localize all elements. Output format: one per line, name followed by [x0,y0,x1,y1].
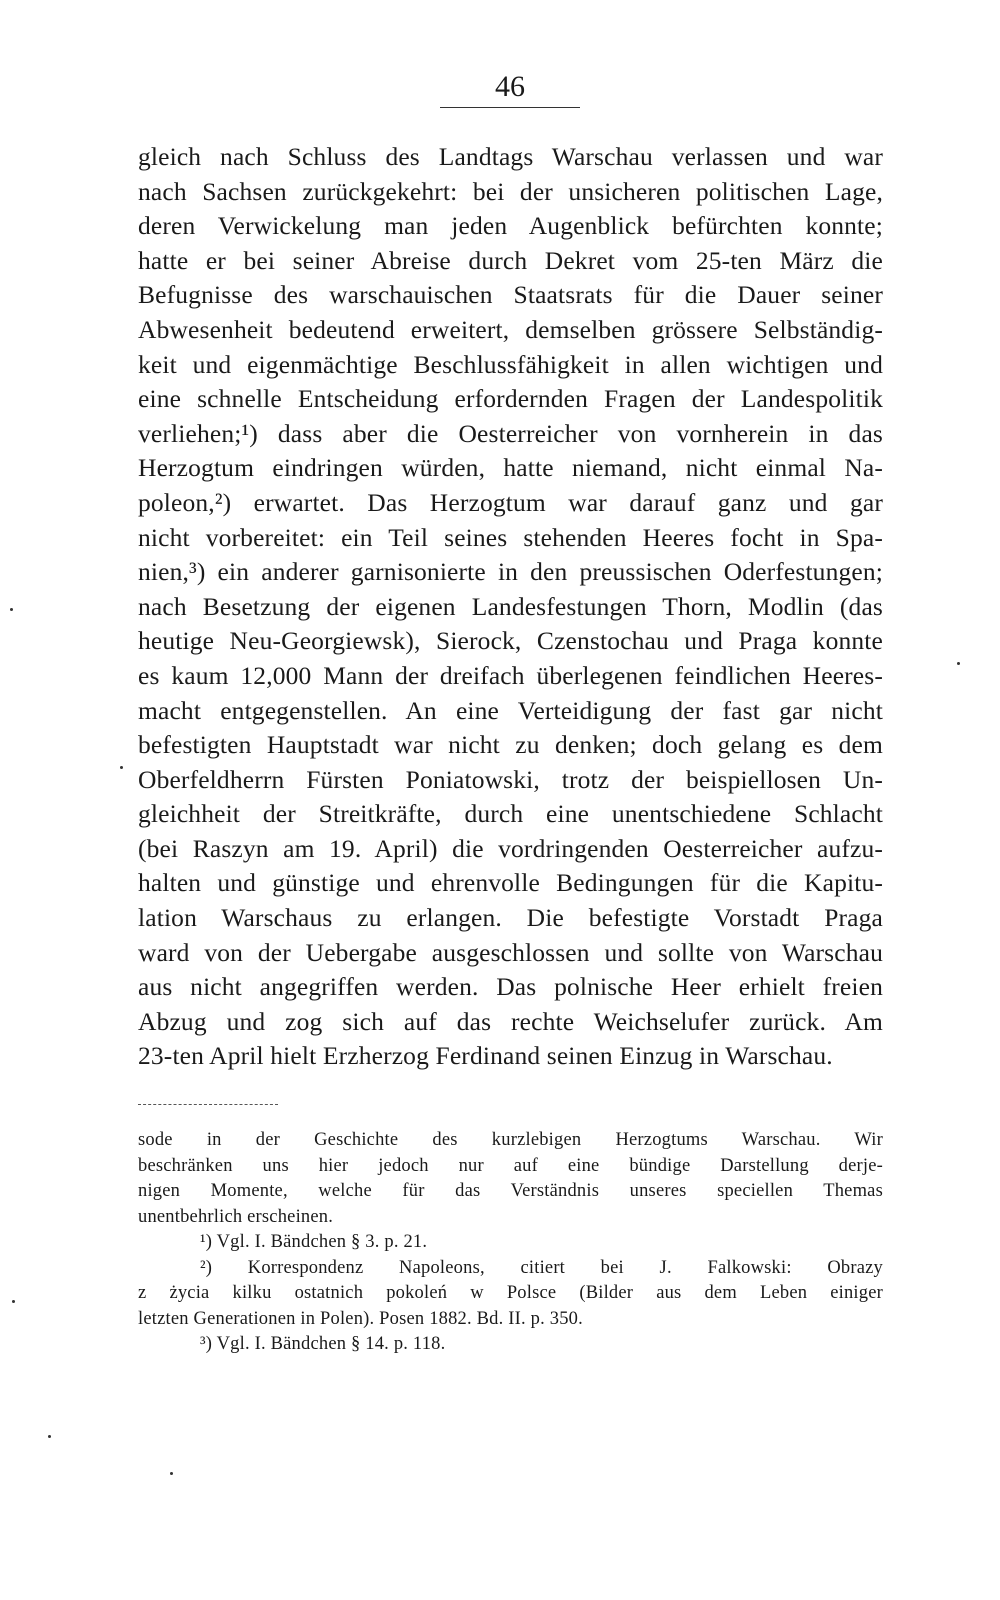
body-line: heutige Neu-Georgiewsk), Sierock, Czenstochau und Praga konnte [138,626,883,656]
body-line: nien,³) ein anderer garnisonierte in den preussischen Oderfestungen; [138,557,883,587]
print-speck [120,766,123,769]
footnote-continuation-line: nigen Momente, welche für das Verständnis unseres speciellen Themas [138,1181,883,1201]
footnote-1-line: ¹) Vgl. I. Bändchen § 3. p. 21. [200,1232,428,1252]
body-line: es kaum 12,000 Mann der dreifach überlegenen feindlichen Heeres- [138,660,883,690]
print-speck [48,1435,51,1438]
body-line: gleichheit der Streitkräfte, durch eine unentschiedene Schlacht [138,799,883,829]
body-line: macht entgegenstellen. An eine Verteidigung der fast gar nicht [138,695,883,725]
body-line: lation Warschaus zu erlangen. Die befestigte Vorstadt Praga [138,903,883,933]
body-line: verliehen;¹) dass aber die Oesterreicher von vornherein in das [138,418,883,448]
page-number: 46 [495,70,525,103]
body-line: keit und eigenmächtige Beschlussfähigkeit in allen wichtigen und [138,349,883,379]
body-text [138,140,883,1074]
body-line: eine schnelle Entscheidung erfordernden Fragen der Landespolitik [138,384,883,414]
print-speck [170,1472,173,1475]
print-speck [12,1300,15,1303]
body-line: gleich nach Schluss des Landtags Warschau verlassen und war [138,142,883,171]
body-line: befestigten Hauptstadt war nicht zu denken; doch gelang es dem [138,730,883,760]
body-line: poleon,²) erwartet. Das Herzogtum war darauf ganz und gar [138,487,883,517]
body-line: Befugnisse des warschauischen Staatsrats für die Dauer seiner [138,280,883,310]
footnote-2-line: ²) Korrespondenz Napoleons, citiert bei J. Falkowski: Obrazy [200,1257,883,1278]
body-line: nach Sachsen zurückgekehrt: bei der unsicheren politischen Lage, [138,176,883,206]
body-line: 23-ten April hielt Erzherzog Ferdinand seinen Einzug in Warschau. [138,1041,833,1071]
body-line: nach Besetzung der eigenen Landesfestungen Thorn, Modlin (das [138,591,883,621]
body-line: (bei Raszyn am 19. April) die vordringenden Oesterreicher aufzu- [138,833,883,863]
body-line: nicht vorbereitet: ein Teil seines stehenden Heeres focht in Spa- [138,522,883,552]
body-line: halten und günstige und ehrenvolle Bedingungen für die Kapitu- [138,868,883,898]
footnote-2-line: z życia kilku ostatnich pokoleń w Polsce (Bilder aus dem Leben einiger [138,1283,883,1303]
body-line: Abwesenheit bedeutend erweitert, demselben grössere Selbständig- [138,314,883,344]
footnote-2-line: letzten Generationen in Polen). Posen 1882. Bd. II. p. 350. [138,1308,583,1329]
footnote-3-line: ³) Vgl. I. Bändchen § 14. p. 118. [200,1334,446,1354]
body-line: Herzogtum eindringen würden, hatte niemand, nicht einmal Na- [138,453,883,483]
print-speck [10,608,13,611]
footnote-continuation-line: unentbehrlich erscheinen. [138,1206,334,1227]
body-line: hatte er bei seiner Abreise durch Dekret vom 25-ten März die [138,245,883,275]
body-line: Abzug und zog sich auf das rechte Weichselufer zurück. Am [138,1006,883,1036]
print-speck [957,662,960,665]
footnote-continuation-line: beschränken uns hier jedoch nur auf eine bündige Darstellung derje- [138,1155,883,1176]
body-line: Oberfeldherrn Fürsten Poniatowski, trotz der beispiellosen Un- [138,764,883,794]
body-line: ward von der Uebergabe ausgeschlossen und sollte von Warschau [138,937,883,967]
body-line: deren Verwickelung man jeden Augenblick befürchten konnte; [138,211,883,241]
footnotes [138,1128,883,1358]
page-number-rule [440,107,580,108]
footnote-separator [138,1104,278,1105]
body-line: aus nicht angegriffen werden. Das polnische Heer erhielt freien [138,972,883,1002]
footnote-continuation-line: sode in der Geschichte des kurzlebigen Herzogtums Warschau. Wir [138,1130,883,1150]
